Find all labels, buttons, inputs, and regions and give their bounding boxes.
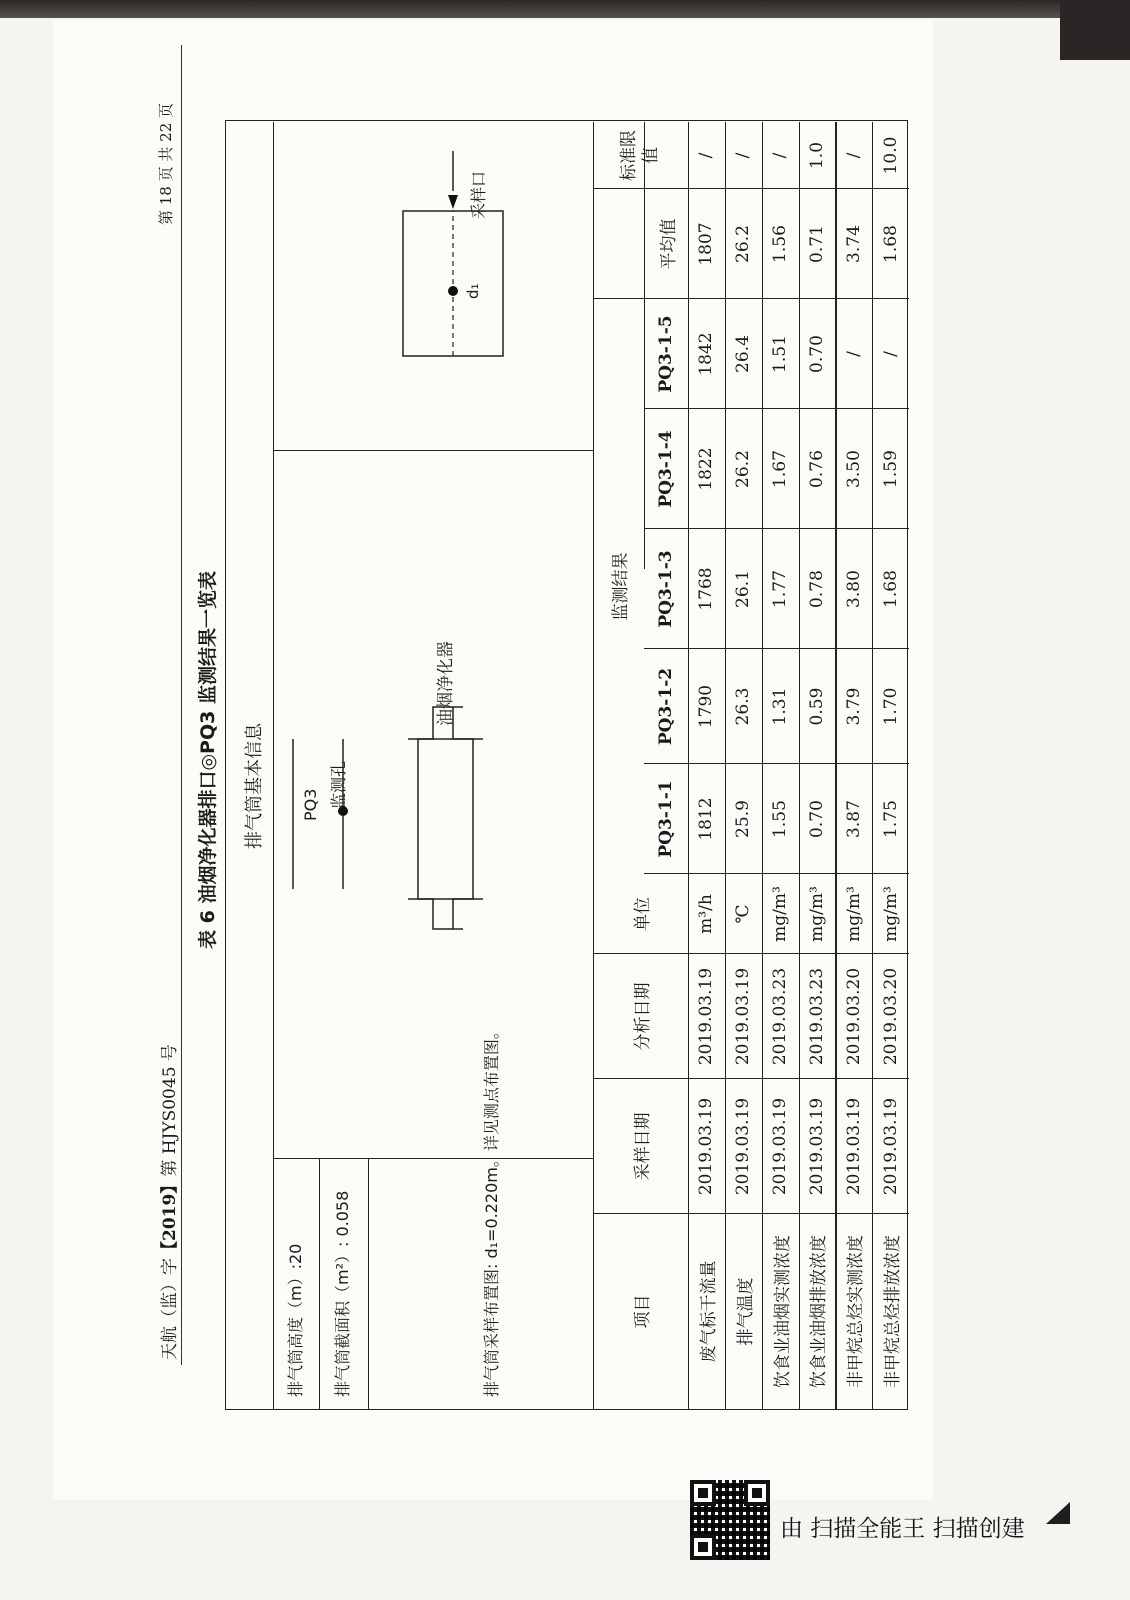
header-sample-2: PQ3-1-2 <box>656 667 676 746</box>
table-cell-analysis-date: 2019.03.23 <box>770 967 791 1066</box>
table-cell-item: 饮食业油烟实测浓度 <box>772 1235 793 1388</box>
table-cell-value: 1790 <box>696 684 717 729</box>
report-number-prefix: 天航（监）字 <box>160 1258 180 1360</box>
scan-credit: 由 扫描全能王 扫描创建 <box>780 1516 1025 1542</box>
table-cell-value: 1.31 <box>770 687 791 726</box>
table-cell-limit: / <box>696 152 717 159</box>
table-cell-unit: mg/m³ <box>770 886 791 942</box>
grid-line <box>368 1159 369 1409</box>
header-rule <box>181 45 182 1365</box>
table-cell-unit: mg/m³ <box>843 886 864 942</box>
table-cell-analysis-date: 2019.03.19 <box>696 967 717 1066</box>
table-cell-average: 26.2 <box>733 225 754 263</box>
table-cell-item: 排气温度 <box>735 1277 756 1346</box>
table-cell-item: 非甲烷总烃实测浓度 <box>846 1235 867 1388</box>
table-cell-unit: mg/m³ <box>806 886 827 942</box>
table-cell-limit: 10.0 <box>880 136 901 175</box>
header-item: 项目 <box>633 1294 653 1329</box>
monitoring-hole-label: 监测孔 <box>329 760 348 809</box>
table-cell-sample-date: 2019.03.19 <box>843 1097 864 1196</box>
table-title: 表 6 油烟净化器排口◎PQ3 监测结果一览表 <box>197 571 219 949</box>
header-results-group: 监测结果 <box>611 552 631 621</box>
header-sample-5: PQ3-1-5 <box>656 315 676 393</box>
report-number-suffix: 第 HJYS0045 号 <box>160 1044 180 1177</box>
header-sample-4: PQ3-1-4 <box>656 430 676 508</box>
table-cell-analysis-date: 2019.03.19 <box>733 967 754 1066</box>
table-cell-unit: m³/h <box>696 894 717 934</box>
table-cell-sample-date: 2019.03.19 <box>806 1097 827 1196</box>
table-cell-value: 3.79 <box>843 687 864 726</box>
header-sample-3: PQ3-1-3 <box>656 550 676 628</box>
report-number-year: 【2019】 <box>160 1176 180 1258</box>
stack-layout-label: 排气筒采样布置图: d₁=0.220m。详见测点布置图。 <box>482 1023 501 1397</box>
table-cell-value: 0.70 <box>806 800 827 838</box>
table-cell-value: 1.51 <box>770 335 791 373</box>
table-cell-value: 26.4 <box>733 335 754 373</box>
pq3-label: PQ3 <box>301 788 320 821</box>
table-cell-unit: ℃ <box>733 904 754 924</box>
header-limit: 标准限值 <box>619 130 661 181</box>
sampling-layout-diagram <box>273 122 593 451</box>
stack-section-title: 排气筒基本信息 <box>244 723 265 849</box>
table-cell-limit: / <box>843 152 864 159</box>
table-cell-item: 饮食业油烟排放浓度 <box>809 1235 830 1388</box>
table-cell-unit: mg/m³ <box>880 886 901 942</box>
header-unit: 单位 <box>633 897 653 931</box>
results-table <box>225 120 908 1410</box>
table-cell-value: 1842 <box>696 332 717 376</box>
page-fold-corner <box>1046 1502 1070 1524</box>
table-cell-value: / <box>843 351 864 357</box>
table-cell-value: 3.50 <box>843 450 864 488</box>
table-cell-value: 1812 <box>696 797 717 841</box>
header-sample-date: 采样日期 <box>633 1112 653 1181</box>
table-cell-value: 3.80 <box>843 570 864 608</box>
sample-port-label: 采样口 <box>469 170 488 219</box>
table-cell-item: 非甲烷总烃排放浓度 <box>883 1235 904 1388</box>
stack-area-label: 排气筒截面积（m²）: 0.058 <box>333 1190 352 1397</box>
table-cell-value: 3.87 <box>843 800 864 838</box>
table-cell-average: 0.71 <box>806 225 827 263</box>
table-cell-value: 26.3 <box>733 687 754 726</box>
header-sample-1: PQ3-1-1 <box>656 780 676 858</box>
grid-line <box>319 1159 320 1409</box>
table-cell-analysis-date: 2019.03.20 <box>843 967 864 1066</box>
page-number: 第 18 页 共 22 页 <box>157 102 175 225</box>
table-cell-value: 0.78 <box>806 570 827 608</box>
header-average: 平均值 <box>658 218 679 270</box>
table-cell-value: / <box>880 351 901 357</box>
table-cell-item: 废气标干流量 <box>698 1260 719 1363</box>
qr-code-icon <box>690 1480 770 1560</box>
table-cell-average: 1.68 <box>880 225 901 263</box>
table-cell-analysis-date: 2019.03.20 <box>880 967 901 1066</box>
table-cell-sample-date: 2019.03.19 <box>770 1097 791 1196</box>
table-cell-value: 26.1 <box>733 570 754 608</box>
table-cell-value: 1822 <box>696 447 717 491</box>
header-analysis-date: 分析日期 <box>633 982 653 1051</box>
table-cell-limit: 1.0 <box>806 141 827 170</box>
table-cell-limit: / <box>770 152 791 159</box>
table-cell-value: 25.9 <box>733 800 754 838</box>
table-cell-value: 1.55 <box>770 800 791 838</box>
table-cell-value: 0.70 <box>806 335 827 373</box>
scan-shadow-corner <box>1060 0 1130 60</box>
table-cell-value: 1.75 <box>880 800 901 838</box>
table-cell-value: 1.59 <box>880 450 901 488</box>
table-cell-value: 0.76 <box>806 450 827 488</box>
stack-diagram <box>273 451 593 1159</box>
table-cell-value: 0.59 <box>806 687 827 726</box>
table-cell-average: 1807 <box>696 222 717 266</box>
table-cell-value: 1.68 <box>880 570 901 608</box>
table-cell-analysis-date: 2019.03.23 <box>806 967 827 1066</box>
table-cell-value: 1.67 <box>770 450 791 488</box>
table-cell-value: 1.77 <box>770 570 791 608</box>
purifier-label: 油烟净化器 <box>436 641 456 726</box>
report-page <box>53 20 933 1500</box>
scan-shadow <box>0 0 1130 18</box>
table-cell-sample-date: 2019.03.19 <box>696 1097 717 1196</box>
table-cell-sample-date: 2019.03.19 <box>880 1097 901 1196</box>
d1-label: d₁ <box>464 283 482 299</box>
table-cell-average: 1.56 <box>770 225 791 263</box>
table-cell-sample-date: 2019.03.19 <box>733 1097 754 1196</box>
table-cell-value: 1.70 <box>880 687 901 726</box>
stack-height-label: 排气筒高度（m）:20 <box>286 1243 305 1397</box>
report-number <box>155 1044 180 1360</box>
table-cell-value: 26.2 <box>733 450 754 488</box>
table-cell-limit: / <box>733 152 754 159</box>
table-cell-value: 1768 <box>696 567 717 611</box>
table-cell-average: 3.74 <box>843 225 864 263</box>
